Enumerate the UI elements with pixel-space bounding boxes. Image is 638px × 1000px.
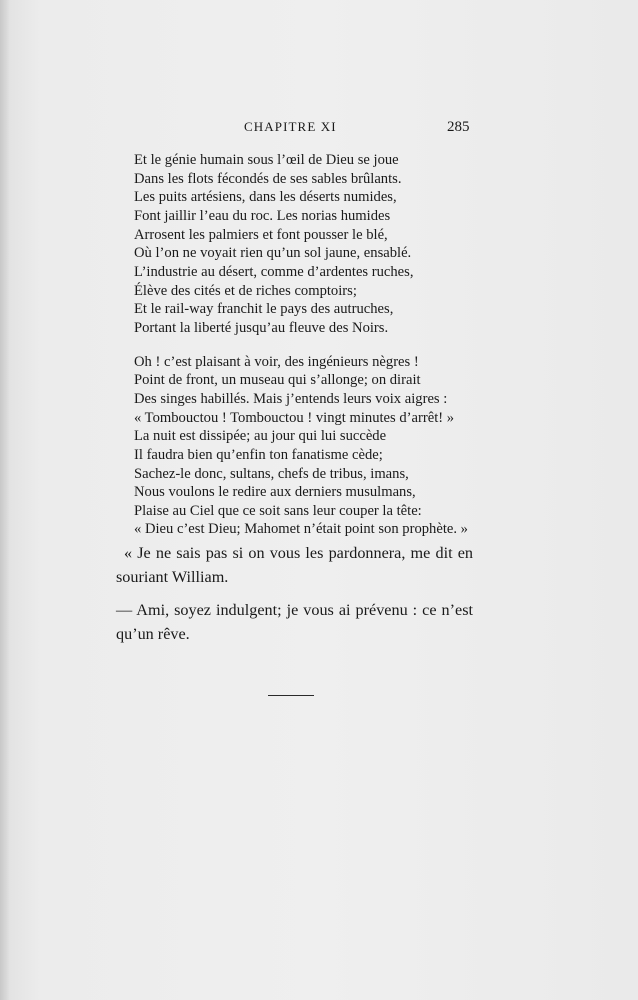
running-head: CHAPITRE XI — [244, 119, 337, 134]
poem — [134, 151, 494, 539]
verse-line: L’industrie au désert, comme d’ardentes ruches, — [134, 263, 414, 280]
verse-line: Plaise au Ciel que ce soit sans leur couper la tête: — [134, 502, 422, 519]
verse-line: Nous voulons le redire aux derniers musulmans, — [134, 484, 416, 501]
verse-line: Point de front, un museau qui s’allonge; on dirait — [134, 372, 421, 389]
verse-line: Les puits artésiens, dans les déserts numides, — [134, 189, 397, 206]
verse-line: Il faudra bien qu’enfin ton fanatisme cède; — [134, 446, 383, 463]
prose-paragraph: « Je ne sais pas si on vous les pardonnera, me dit en souriant William. — [116, 544, 473, 586]
verse-line: Où l’on ne voyait rien qu’un sol jaune, ensablé. — [134, 245, 412, 262]
verse-line: « Tombouctou ! Tombouctou ! vingt minutes d’arrêt! » — [134, 409, 455, 426]
prose-paragraph: — Ami, soyez indulgent; je vous ai prévenu : ce n’est qu’un rêve. — [116, 601, 473, 643]
verse-line: Élève des cités et de riches comptoirs; — [134, 282, 357, 299]
section-end-rule — [268, 695, 314, 696]
verse-line: Font jaillir l’eau du roc. Les norias humides — [134, 207, 391, 224]
verse-line: Et le génie humain sous l’œil de Dieu se joue — [134, 152, 399, 168]
stanza-1 — [134, 151, 494, 338]
verse-line: Et le rail-way franchit le pays des autruches, — [134, 301, 394, 318]
verse-line: La nuit est dissipée; au jour qui lui succède — [134, 428, 387, 445]
verse-line: Des singes habillés. Mais j’entends leurs voix aigres : — [134, 390, 448, 407]
verse-line: Oh ! c’est plaisant à voir, des ingénieurs nègres ! — [134, 353, 419, 370]
prose-text — [116, 542, 473, 646]
verse-line: Dans les flots fécondés de ses sables brûlants. — [134, 170, 402, 187]
page-number: 285 — [447, 119, 470, 135]
verse-line: « Dieu c’est Dieu; Mahomet n’était point son prophète. » — [134, 521, 468, 538]
verse-line: Arrosent les palmiers et font pousser le blé, — [134, 226, 388, 243]
stanza-2 — [134, 353, 494, 540]
verse-line: Sachez-le donc, sultans, chefs de tribus, imans, — [134, 465, 409, 482]
verse-line: Portant la liberté jusqu’au fleuve des Noirs. — [134, 319, 389, 336]
page-header — [0, 119, 638, 139]
